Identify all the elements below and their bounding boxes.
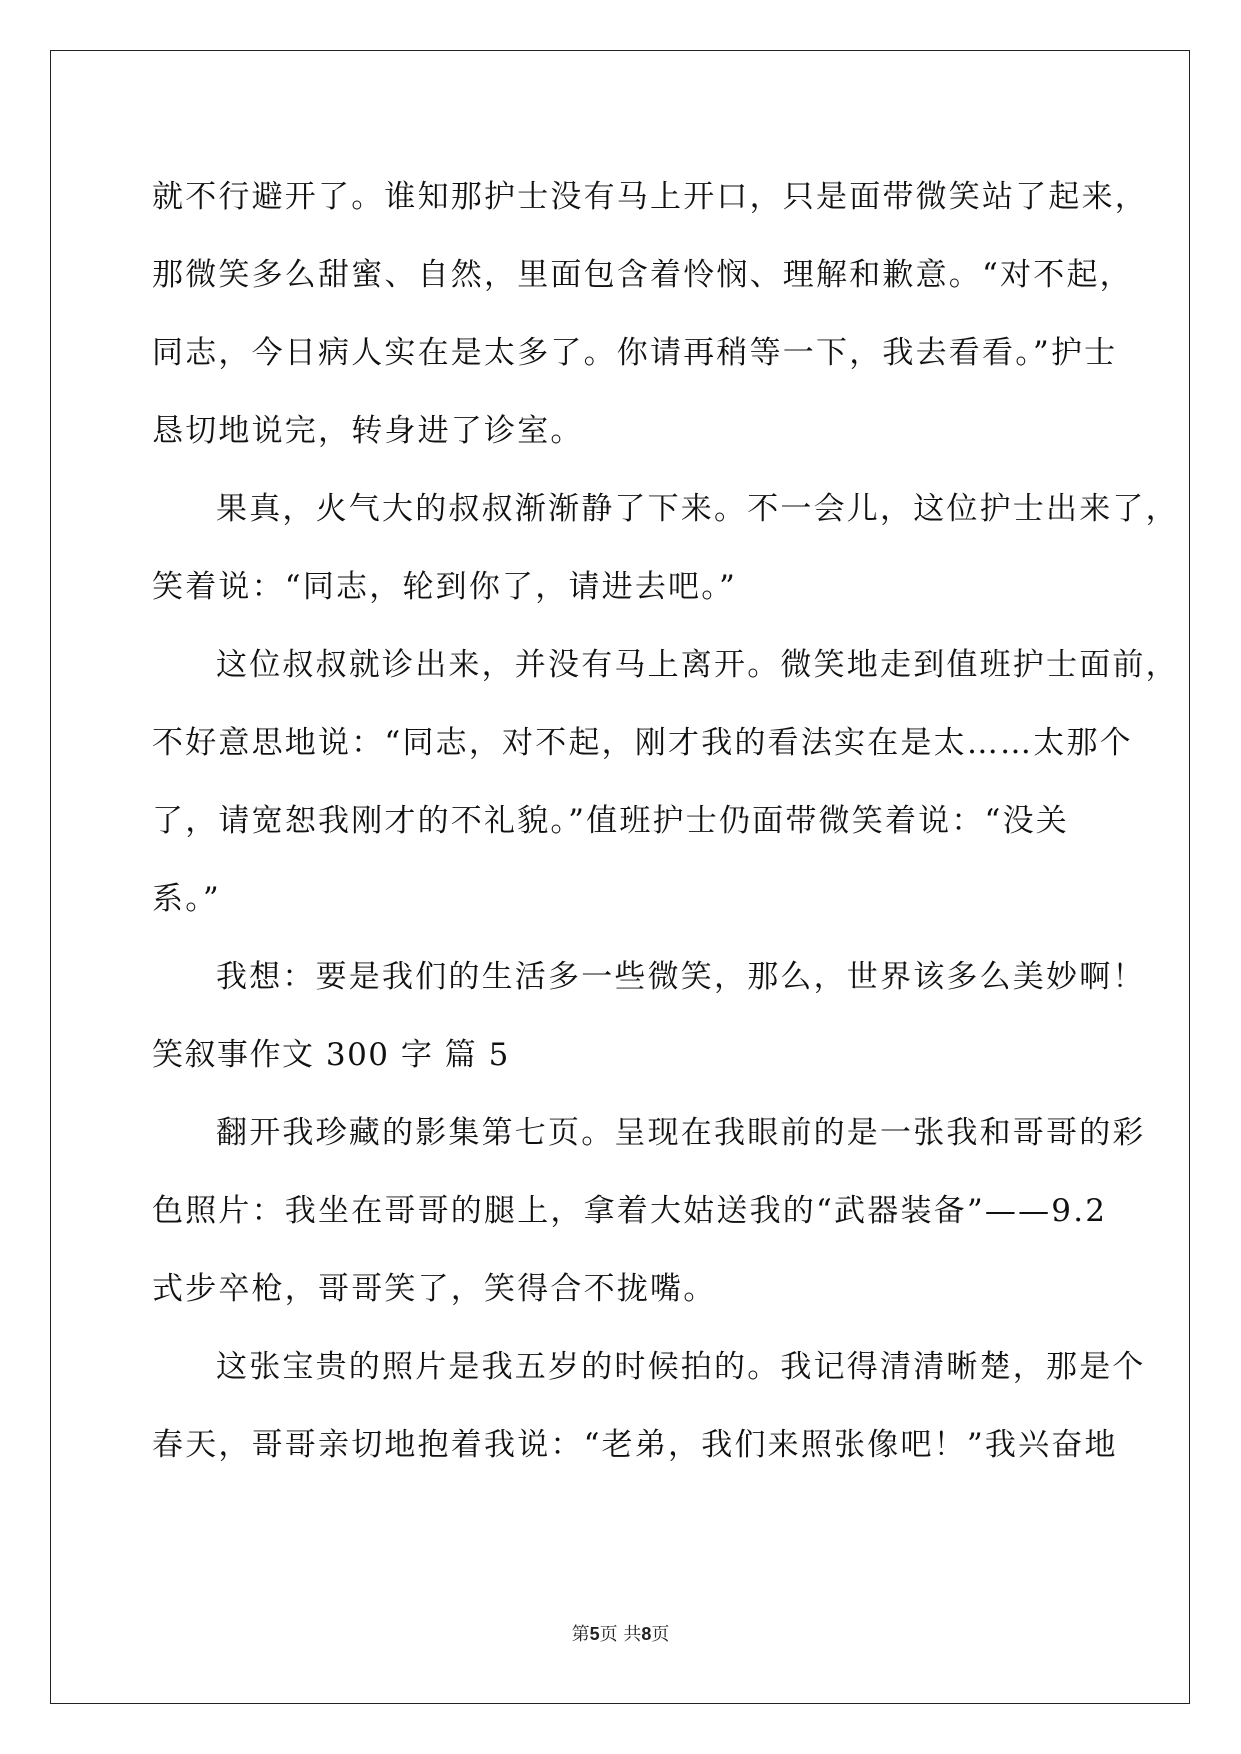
text-line: 就不行避开了。谁知那护士没有马上开口，只是面带微笑站了起来，: [152, 179, 1148, 215]
text-line: 同志，今日病人实在是太多了。你请再稍等一下，我去看看。”护士: [152, 335, 1118, 371]
text-line: 系。”: [152, 881, 221, 917]
text-line: 笑着说：“同志，轮到你了，请进去吧。”: [152, 569, 737, 605]
paragraph-start-line: 我想：要是我们的生活多一些微笑，那么，世界该多么美妙啊！: [216, 959, 1146, 995]
text-line: 不好意思地说：“同志，对不起，刚才我的看法实在是太……太那个: [152, 725, 1133, 761]
current-page-number: 5: [589, 1624, 600, 1644]
text-line: 恳切地说完，转身进了诊室。: [152, 413, 584, 449]
page-prefix: 第: [571, 1624, 590, 1645]
paragraph-start-line: 这位叔叔就诊出来，并没有马上离开。微笑地走到值班护士面前，: [216, 647, 1179, 683]
text-line: 色照片：我坐在哥哥的腿上，拿着大姑送我的“武器装备”——9.2: [152, 1193, 1108, 1229]
page-footer: [0, 1620, 1241, 1646]
text-line: 春天，哥哥亲切地抱着我说：“老弟，我们来照张像吧！”我兴奋地: [152, 1427, 1118, 1463]
page-suffix: 页: [651, 1624, 670, 1645]
text-line: 那微笑多么甜蜜、自然，里面包含着怜悯、理解和歉意。“对不起，: [152, 257, 1133, 293]
text-line: 了，请宽恕我刚才的不礼貌。”值班护士仍面带微笑着说：“没关: [152, 803, 1069, 839]
text-line: 式步卒枪，哥哥笑了，笑得合不拢嘴。: [152, 1271, 717, 1307]
document-body: [152, 158, 1179, 1484]
page-middle-text: 页 共: [599, 1624, 642, 1645]
paragraph-start-line: 翻开我珍藏的影集第七页。呈现在我眼前的是一张我和哥哥的彩: [216, 1115, 1146, 1151]
section-heading: 笑叙事作文 300 字 篇 5: [152, 1037, 510, 1073]
total-page-number: 8: [641, 1624, 652, 1644]
paragraph-start-line: 这张宝贵的照片是我五岁的时候拍的。我记得清清晰楚，那是个: [216, 1349, 1146, 1385]
paragraph-start-line: 果真，火气大的叔叔渐渐静了下来。不一会儿，这位护士出来了，: [216, 491, 1179, 527]
